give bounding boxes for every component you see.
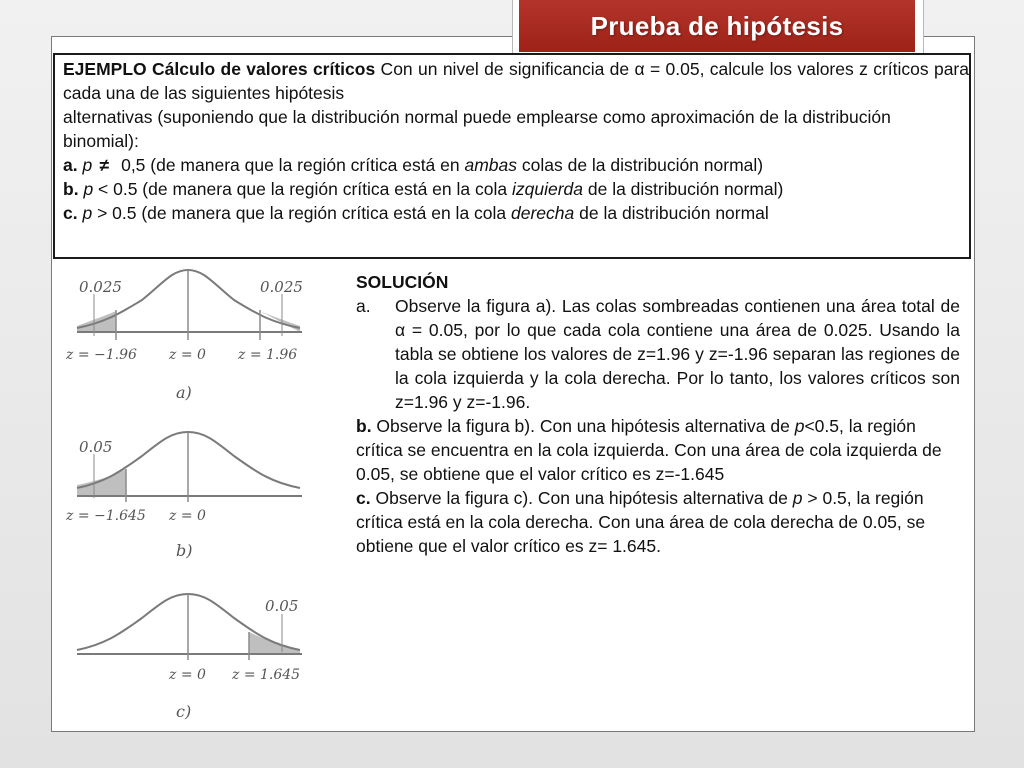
solution-heading: SOLUCIÓN <box>356 272 449 292</box>
figure-b-left-area: 0.05 <box>79 438 113 456</box>
figure-b-caption: b) <box>176 541 193 560</box>
figure-a-left-tail <box>77 311 116 332</box>
solution-section <box>356 270 960 558</box>
figure-c-right-z: z = 1.645 <box>232 667 301 683</box>
figure-b-center-z: z = 0 <box>169 508 206 524</box>
figure-a-right-z: z = 1.96 <box>238 347 298 363</box>
example-heading: EJEMPLO Cálculo de valores críticos <box>63 59 376 79</box>
example-item-c: c. p > 0.5 (de manera que la región crítica está en la cola derecha de la distribución normal <box>63 203 769 223</box>
example-item-a: a. p ≠ 0,5 (de manera que la región crítica está en ambas colas de la distribución normal) <box>63 155 764 175</box>
title-bar <box>519 0 915 52</box>
slide-title: Prueba de hipótesis <box>590 10 844 41</box>
normal-curve-figures <box>62 262 334 730</box>
solution-item-a <box>356 294 960 414</box>
figure-b-left-tail <box>77 469 126 496</box>
figure-b-left-z: z = −1.645 <box>66 508 146 524</box>
example-intro-2: alternativas (suponiendo que la distribución normal puede emplearse como aproximación de la distribución binomial): <box>63 107 891 151</box>
figure-b <box>65 432 302 560</box>
figure-a-right-tail <box>260 311 300 332</box>
figure-a-left-area: 0.025 <box>79 278 122 296</box>
solution-a-label: a. <box>356 296 371 316</box>
figure-c-right-area: 0.05 <box>265 597 299 615</box>
figure-c-center-z: z = 0 <box>169 667 206 683</box>
figure-a <box>65 270 303 402</box>
figure-c <box>77 594 302 721</box>
figure-c-caption: c) <box>176 702 192 721</box>
not-equal-symbol: ≠ <box>99 155 110 175</box>
figures-panel <box>62 262 334 730</box>
figure-a-center-z: z = 0 <box>169 347 206 363</box>
example-intro: EJEMPLO Cálculo de valores críticos Con un nivel de significancia de α = 0.05, calcule los valores z críticos para cada una de las siguientes hipótesis <box>63 59 969 103</box>
example-item-b: b. p < 0.5 (de manera que la región crítica está en la cola izquierda de la distribución normal) <box>63 179 784 199</box>
figure-a-caption: a) <box>176 383 192 402</box>
solution-item-c: c. Observe la figura c). Con una hipótesis alternativa de p > 0.5, la región crítica está en la cola derecha. Con una área de cola derecha de 0.05, se obtiene que el valor crítico es z= 1.645. <box>356 488 926 556</box>
solution-a-text: Observe la figura a). Las colas sombreadas contienen una área total de α = 0.05, por lo que cada cola contiene una área de 0.025. Usando la tabla se obtiene los valores de z=1.96 y z=-1.96 separan las regiones de la cola izquierda y la cola derecha. Por lo tanto, los valores críticos son z=1.96 y z=-1.96. <box>395 296 960 412</box>
figure-a-left-z: z = −1.96 <box>66 347 137 363</box>
solution-item-b: b. Observe la figura b). Con una hipótesis alternativa de p<0.5, la región crítica se encuentra en la cola izquierda. Con una área de cola izquierda de 0.05, se obtiene que el valor crítico es z=-1.645 <box>356 416 942 484</box>
example-box <box>53 53 971 259</box>
figure-a-right-area: 0.025 <box>260 278 303 296</box>
